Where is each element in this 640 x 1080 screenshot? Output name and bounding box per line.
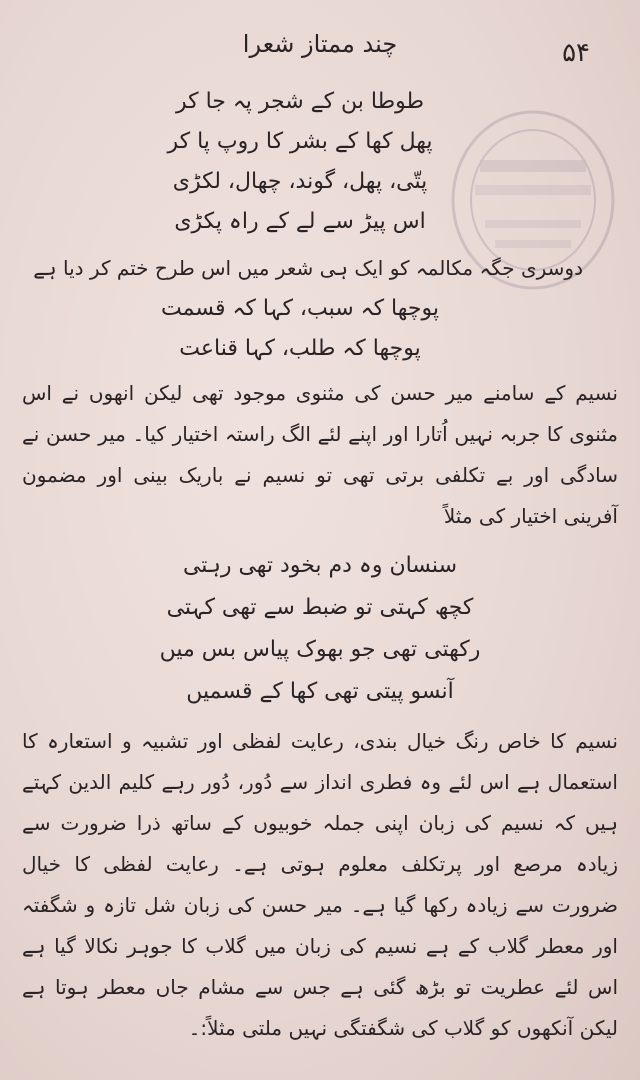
verse-group <box>22 289 618 369</box>
verse-line: پتّی، پھل، گوند، چھال، لکڑی <box>172 169 428 194</box>
verse-group <box>22 82 618 242</box>
verse-line: پوچھا کہ سبب، کہا کہ قسمت <box>161 296 439 321</box>
page-body <box>22 82 618 1049</box>
verse-line: سنسان وہ دم بخود تھی رہتی <box>182 553 458 578</box>
verse-line: آنسو پیتی تھی کھا کے قسمیں <box>186 679 454 704</box>
verse-line: رکھتی تھی جو بھوک پیاس بس میں <box>159 637 481 662</box>
paragraph: نسیم کا خاص رنگ خیال بندی، رعایت لفظی اور تشبیہ و استعارہ کا استعمال ہے اس لئے وہ فطری انداز سے دُور، دُور رہے کلیم الدین کہتے ہیں کہ نسیم کی زبان اپنی جملہ خوبیوں کے ساتھ ذرا ضرورت سے زیادہ مرصع اور پرتکلف معلوم ہوتی ہے۔ رعایت لفظی کا خیال ضرورت سے زیادہ رکھا گیا ہے۔ میر حسن کی زبان شل تازہ و شگفتہ اور معطر گلاب کے ہے نسیم کی زبان میں گلاب کا جوہر نکالا گیا ہے اس لئے عطریت تو بڑھ گئی ہے جس سے مشام جاں معطر ہوتا ہے لیکن آنکھوں کو گلاب کی شگفتگی نہیں ملتی مثلاً:۔ <box>22 729 618 1040</box>
verse-line: کچھ کہتی تو ضبط سے تھی کہتی <box>166 595 474 620</box>
verse-line: طوطا بن کے شجر پہ جا کر <box>176 89 424 114</box>
verse-line: اس پیڑ سے لے کے راہ پکڑی <box>174 209 426 234</box>
running-header: چند ممتاز شعرا <box>242 30 398 58</box>
paragraph: دوسری جگہ مکالمہ کو ایک ہی شعر میں اس طرح ختم کر دیا ہے <box>33 256 583 280</box>
verse-line: پھل کھا کے بشر کا روپ پا کر <box>167 129 433 154</box>
verse-group <box>22 545 618 713</box>
verse-line: پوچھا کہ طلب، کہا قناعت <box>179 336 421 361</box>
page-number: ۵۴ <box>562 38 590 68</box>
paragraph: نسیم کے سامنے میر حسن کی مثنوی موجود تھی لیکن انھوں نے اس مثنوی کا جربہ نہیں اُتارا اور اپنے لئے الگ راستہ اختیار کیا۔ میر حسن نے سادگی اور بے تکلفی برتی تھی تو نسیم نے باریک بینی اور مضمون آفرینی اختیار کی مثلاً <box>22 381 618 528</box>
